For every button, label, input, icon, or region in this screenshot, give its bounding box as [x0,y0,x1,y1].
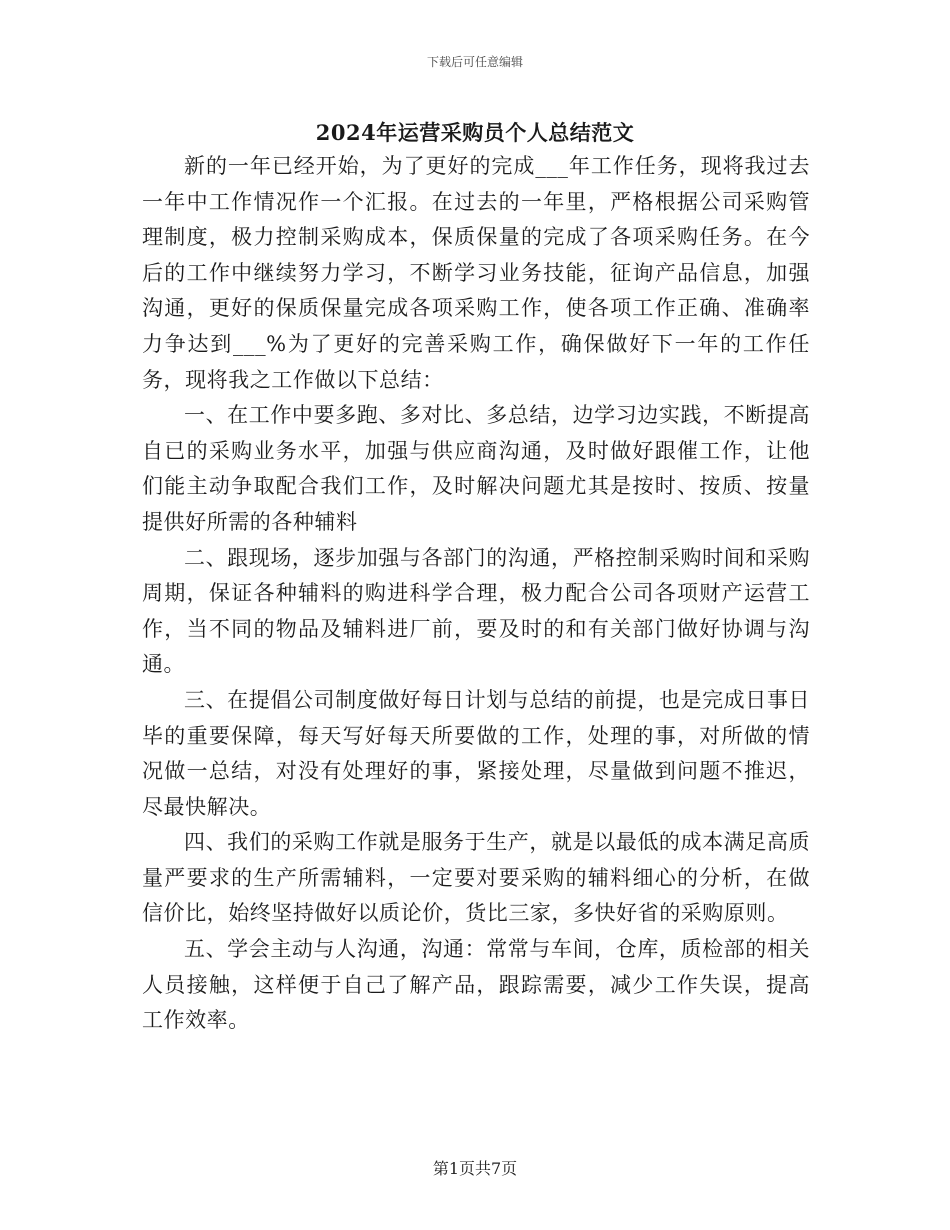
document-title: 2024年运营采购员个人总结范文 [315,120,635,145]
paragraph-point-3: 三、在提倡公司制度做好每日计划与总结的前提，也是完成日事日毕的重要保障，每天写好每天所要做的工作，处理的事，对所做的情况做一总结，对没有处理好的事，紧接处理，尽量做到问题不推迟，尽最快解决。 [142,687,810,819]
header-note: 下载后可任意编辑 [426,55,523,69]
paragraph-point-2: 二、跟现场，逐步加强与各部门的沟通，严格控制采购时间和采购周期，保证各种辅料的购进科学合理，极力配合公司各项财产运营工作，当不同的物品及辅料进厂前，要及时的和有关部门做好协调与沟通。 [142,545,810,677]
paragraph-point-1: 一、在工作中要多跑、多对比、多总结，边学习边实践，不断提高自已的采购业务水平，加强与供应商沟通，及时做好跟催工作，让他们能主动争取配合我们工作，及时解决问题尤其是按时、按质、按量提供好所需的各种辅料 [142,403,810,534]
document-body [142,149,810,1039]
paragraph-intro: 新的一年已经开始，为了更好的完成___年工作任务，现将我过去一年中工作情况作一个汇报。在过去的一年里，严格根据公司采购管理制度，极力控制采购成本，保质保量的完成了各项采购任务。在今后的工作中继续努力学习，不断学习业务技能，征询产品信息，加强沟通，更好的保质保量完成各项采购工作，使各项工作正确、准确率力争达到___%为了更好的完善采购工作，确保做好下一年的工作任务，现将我之工作做以下总结： [142,154,810,392]
paragraph-point-4: 四、我们的采购工作就是服务于生产，就是以最低的成本满足高质量严要求的生产所需辅料，一定要对要采购的辅料细心的分析，在做信价比，始终坚持做好以质论价，货比三家，多快好省的采购原则。 [142,830,810,926]
page-number: 第1页共7页 [432,1159,518,1178]
paragraph-point-5: 五、学会主动与人沟通，沟通：常常与车间，仓库，质检部的相关人员接触，这样便于自己了解产品，跟踪需要，减少工作失误，提高工作效率。 [142,937,810,1033]
